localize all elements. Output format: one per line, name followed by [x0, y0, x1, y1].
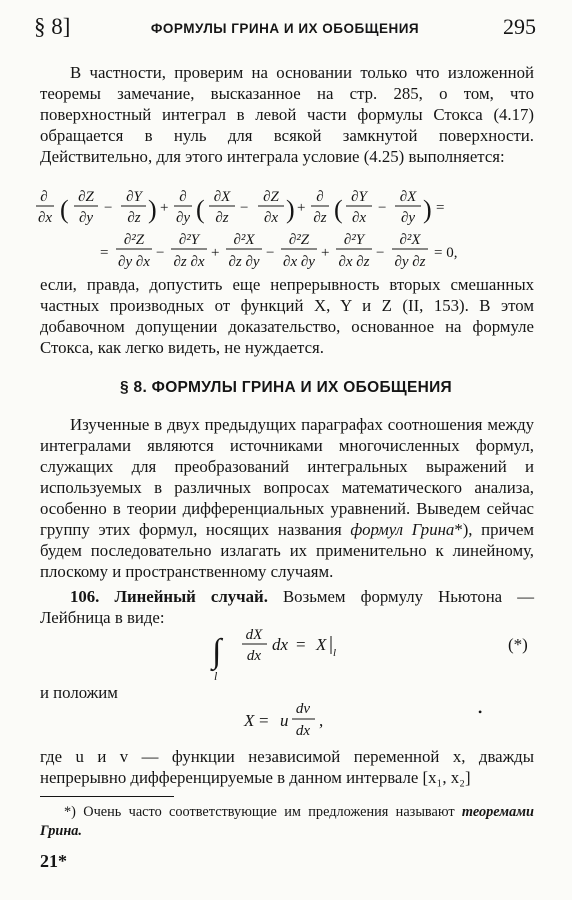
svg-text:dx: dx [246, 648, 262, 664]
svg-text:∂X: ∂X [399, 189, 417, 205]
svg-text:•: • [478, 705, 483, 719]
svg-text:dx: dx [272, 635, 289, 654]
item-title: Линейный случай. [114, 587, 268, 606]
svg-text:∂x: ∂x [37, 210, 53, 226]
page-header [34, 14, 536, 48]
svg-text:l: l [333, 647, 337, 659]
functions-paragraph [40, 746, 534, 788]
svg-text:−: − [240, 200, 249, 216]
signature-mark: 21* [40, 851, 67, 871]
svg-text:(: ( [334, 195, 343, 224]
svg-text:−: − [378, 200, 387, 216]
green-formulas-term: формул Грина [350, 520, 455, 539]
equation-line-1 [36, 189, 444, 226]
svg-text:): ) [148, 195, 157, 224]
svg-text:∂: ∂ [316, 189, 324, 205]
intro-text: В частности, проверим на основании только что изложенной теоремы замечание, высказанное на стр. 285, о том, что поверхностный интеграл в левой части формулы Стокса (4.17) обращается в нуль для всякой замкнутой поверхности. Действительно, для этого интеграла условие (4.25) выполняется: [40, 63, 534, 166]
svg-text:∂²X: ∂²X [399, 232, 421, 248]
svg-text:l: l [214, 669, 218, 682]
stokes-divergence-equation [0, 186, 572, 272]
svg-text:(: ( [60, 195, 69, 224]
item-number: 106. [70, 587, 100, 606]
svg-text:=: = [259, 711, 269, 730]
svg-text:dX: dX [245, 627, 263, 643]
svg-text:∂²X: ∂²X [233, 232, 255, 248]
section-intro-text-end: *), причем будем последовательно излагать их применительно к линейному, плоскому и пространственному случаям. [40, 520, 535, 581]
svg-text:∂z ∂x: ∂z ∂x [173, 254, 205, 270]
svg-text:∂z: ∂z [215, 210, 229, 226]
substitution-equation [0, 698, 572, 742]
section-intro-text: Изученные в двух предыдущих параграфах соотношения между интегралами являются источниками многочисленных формул, служащих для преобразований интегральных выражений и используемых в различных вопросах математического анализа, особенно в теории дифференциальных уравнений. Выведем сейчас группу этих формул, носящих названия [40, 415, 534, 539]
svg-text:=: = [436, 200, 445, 216]
equation-star-label: (*) [508, 635, 528, 654]
svg-text:∂z: ∂z [313, 210, 327, 226]
functions-text: где u и v — функции независимой переменной x, дважды непрерывно дифференцируемые в данном интервале [x₁, x₂] [40, 747, 534, 787]
svg-text:+: + [321, 245, 330, 261]
svg-text:∂²Y: ∂²Y [178, 232, 200, 248]
newton-leibniz-equation [0, 622, 572, 682]
svg-text:∂²Z: ∂²Z [288, 232, 310, 248]
svg-text:∂y ∂z: ∂y ∂z [394, 254, 426, 270]
svg-text:∂x ∂z: ∂x ∂z [338, 254, 370, 270]
svg-text:+: + [211, 245, 220, 261]
svg-text:−: − [266, 245, 275, 261]
svg-text:∂x ∂y: ∂x ∂y [283, 254, 315, 270]
svg-text:∂Y: ∂Y [126, 189, 142, 205]
svg-text:): ) [423, 195, 432, 224]
intro-paragraph [40, 62, 534, 167]
svg-text:∂Z: ∂Z [78, 189, 94, 205]
svg-text:X: X [244, 711, 255, 730]
and-put-text: и положим [40, 683, 118, 702]
svg-text:X: X [316, 635, 327, 654]
svg-text:∂x: ∂x [263, 210, 279, 226]
svg-text:,: , [319, 711, 324, 730]
equation-line-2 [100, 232, 457, 270]
footnote [40, 803, 534, 841]
svg-text:): ) [286, 195, 295, 224]
page-number: 295 [503, 14, 536, 39]
svg-text:∂z: ∂z [127, 210, 141, 226]
svg-text:∂X: ∂X [213, 189, 231, 205]
svg-text:+: + [160, 200, 169, 216]
svg-text:∂y: ∂y [400, 210, 416, 226]
header-section: § 8] [34, 14, 71, 39]
svg-text:∫: ∫ [212, 633, 222, 670]
footnote-text: *) Очень часто соответствующие им предложения называют [64, 804, 462, 820]
section-intro-paragraph [40, 414, 534, 582]
svg-text:dx: dx [295, 723, 311, 739]
continuity-paragraph [40, 274, 534, 358]
svg-text:u: u [280, 711, 289, 730]
footnote-rule [40, 796, 174, 797]
svg-text:∂z ∂y: ∂z ∂y [228, 254, 260, 270]
svg-text:∂Z: ∂Z [263, 189, 279, 205]
svg-text:∂y: ∂y [78, 210, 94, 226]
running-title: ФОРМУЛЫ ГРИНА И ИХ ОБОБЩЕНИЯ [150, 21, 420, 36]
svg-text:∂y: ∂y [175, 210, 191, 226]
continuity-text: если, правда, допустить еще непрерывность вторых смешанных частных производных от функций X, Y и Z (II, 153). В этом добавочном допущении доказательство, основанное на формуле Стокса, как легко видеть, не нуждается. [40, 275, 534, 357]
svg-text:−: − [376, 245, 385, 261]
footnote-emph: теоремами Грина. [40, 804, 534, 839]
svg-text:= 0,: = 0, [434, 245, 458, 261]
section-heading: § 8. ФОРМУЛЫ ГРИНА И ИХ ОБОБЩЕНИЯ [120, 379, 452, 396]
item-text: Возьмем формулу Ньютона — Лейбница в виде: [40, 587, 534, 627]
svg-text:∂: ∂ [40, 189, 48, 205]
svg-text:∂²Z: ∂²Z [123, 232, 145, 248]
svg-text:=: = [100, 245, 109, 261]
svg-text:∂y ∂x: ∂y ∂x [118, 254, 150, 270]
svg-text:(: ( [196, 195, 205, 224]
svg-text:dv: dv [295, 701, 311, 717]
svg-text:∂Y: ∂Y [351, 189, 367, 205]
svg-text:∂: ∂ [179, 189, 187, 205]
svg-text:−: − [156, 245, 165, 261]
svg-text:−: − [104, 200, 113, 216]
svg-text:=: = [296, 635, 306, 654]
svg-text:∂x: ∂x [351, 210, 367, 226]
svg-text:∂²Y: ∂²Y [343, 232, 365, 248]
svg-text:+: + [297, 200, 306, 216]
